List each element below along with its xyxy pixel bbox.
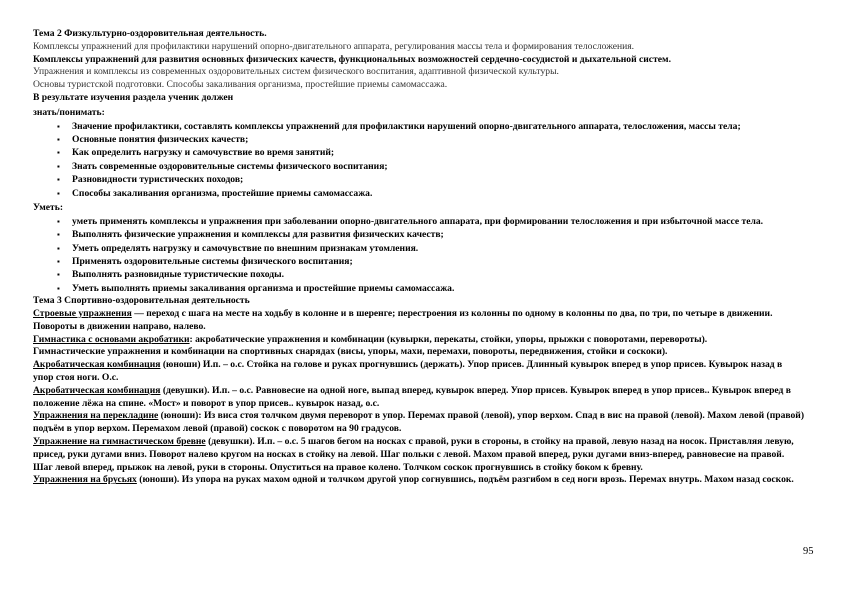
page-number: 95 [803, 546, 814, 557]
topic2-line: Упражнения и комплексы из современных оздоровительных систем физического воспитания, адаптивной физической культуры. [33, 66, 559, 78]
paragraph-label: Гимнастика с основами акробатики [33, 333, 190, 345]
result-heading: В результате изучения раздела ученик должен [33, 91, 234, 103]
paragraph [33, 385, 805, 411]
paragraph-label: Упражнение на гимнастическом бревне [33, 436, 206, 448]
list-item: ▪ Уметь определять нагрузку и самочувствие по внешним признакам утомления. [72, 242, 805, 255]
can-heading: Уметь: [33, 202, 64, 214]
paragraph-text: : акробатические упражнения и комбинации (кувырки, перекаты, стойки, упоры, прыжки с поворотами, перевороты). [189, 333, 708, 345]
paragraph-text: (юноши): Из виса стоя толчком двумя переворот в упор. Перемах правой (левой), упор верхом. Спад в вис на правой (левой). Махом левой (правой) подъём в упор верхом. Перемахом левой (правой) соскок с поворотом на 90 градусов. [33, 410, 805, 435]
paragraph-text: — переход с шага на месте на ходьбу в колонне и в шеренге; перестроения из колонны по одному в колонны по два, по три, по четыре в движении. Повороты в движении направо, налево. [33, 308, 773, 332]
list-item: ▪ Основные понятия физических качеств; [72, 133, 805, 146]
list-item: ▪ Применять оздоровительные системы физического воспитания; [72, 255, 805, 268]
list-item: ▪ уметь применять комплексы и упражнения при заболевании опорно-двигательного аппарата, при формировании телосложения и при избыточной массе тела. [72, 215, 805, 228]
list-item: ▪ Выполнять физические упражнения и комплексы для развития физических качеств; [72, 228, 805, 241]
topic2-line: Комплексы упражнений для профилактики нарушений опорно-двигательного аппарата, регулирования массы тела и формирования телосложения. [33, 40, 635, 52]
list-item: ▪ Значение профилактики, составлять комплексы упражнений для профилактики нарушений опорно-двигательного аппарата, телосложения, массы тела; [72, 120, 805, 133]
paragraph-text: (девушки). И.п. – о.с. Равновесие на одной ноге, выпад вперед, кувырок вперед. Упор присев. Кувырок вперед в упор присев.. Кувырок вперед в положение лёжа на спине. «Мост» и поворот в упор присев.. кувырок назад, о.с. [33, 384, 791, 409]
paragraph [33, 474, 805, 487]
topic3-title: Тема 3 Спортивно-оздоровительная деятельность [33, 295, 250, 307]
paragraph-label: Упражнения на перекладине [33, 410, 159, 422]
paragraph-text: (девушки). И.п. – о.с. 5 шагов бегом на носках с правой, руки в стороны, в стойку на правой, левую назад на носок. Приставляя левую, присед, руки дугами вниз. Поворот налево кругом на носках в стойку на левой. Шаг польки с левой. Махом правой вперед, руки дугами вниз-вперед, равновесие на правой. Шаг левой вперед, прыжок на левой, руки в стороны. Опуститься на правое колено. Толчком соскок прогнувшись в стойку боком к бревну. [33, 436, 794, 473]
paragraph [33, 334, 805, 347]
paragraph [33, 346, 805, 359]
paragraph-label: Акробатическая комбинация [33, 359, 161, 371]
list-item: ▪ Выполнять разновидные туристические походы. [72, 268, 805, 281]
list-item: ▪ Способы закаливания организма, простейшие приемы самомассажа. [72, 187, 805, 200]
can-list [33, 215, 805, 295]
topic2-line: Комплексы упражнений для развития основных физических качеств, функциональных возможностей сердечно-сосудистой и дыхательной систем. [33, 53, 671, 65]
know-list [33, 120, 805, 200]
document-page [33, 28, 805, 487]
list-item: ▪ Разновидности туристических походов; [72, 173, 805, 186]
paragraph-text: (юноши). Из упора на руках махом одной и толчком другой упор согнувшись, подъём разгибом в сед ноги врозь. Перемах внутрь. Махом назад соскок. [136, 474, 794, 486]
paragraph [33, 359, 805, 385]
paragraph [33, 436, 805, 474]
paragraph-label: Акробатическая комбинация [33, 384, 161, 396]
paragraph-label: Упражнения на брусьях [33, 474, 137, 486]
paragraph [33, 410, 805, 436]
paragraph-label: Строевые упражнения [33, 308, 132, 320]
know-heading: знать/понимать: [33, 106, 105, 118]
list-item: ▪ Уметь выполнять приемы закаливания организма и простейшие приемы самомассажа. [72, 282, 805, 295]
list-item: ▪ Знать современные оздоровительные системы физического воспитания; [72, 160, 805, 173]
topic2-line: Основы туристской подготовки. Способы закаливания организма, простейшие приемы самомассажа. [33, 79, 448, 91]
paragraph-text: (юноши) И.п. – о.с. Стойка на голове и руках прогнувшись (держать). Упор присев. Длинный кувырок вперед в упор присев. Кувырок назад в упор стоя ноги. О.с. [33, 359, 783, 384]
list-item: ▪ Как определить нагрузку и самочувствие во время занятий; [72, 146, 805, 159]
paragraph-text: Гимнастические упражнения и комбинации на спортивных снарядах (висы, упоры, махи, перемахи, повороты, передвижения, стойки и соскоки). [33, 346, 668, 358]
paragraph [33, 308, 805, 334]
topic2-title: Тема 2 Физкультурно-оздоровительная деятельность. [33, 28, 267, 39]
